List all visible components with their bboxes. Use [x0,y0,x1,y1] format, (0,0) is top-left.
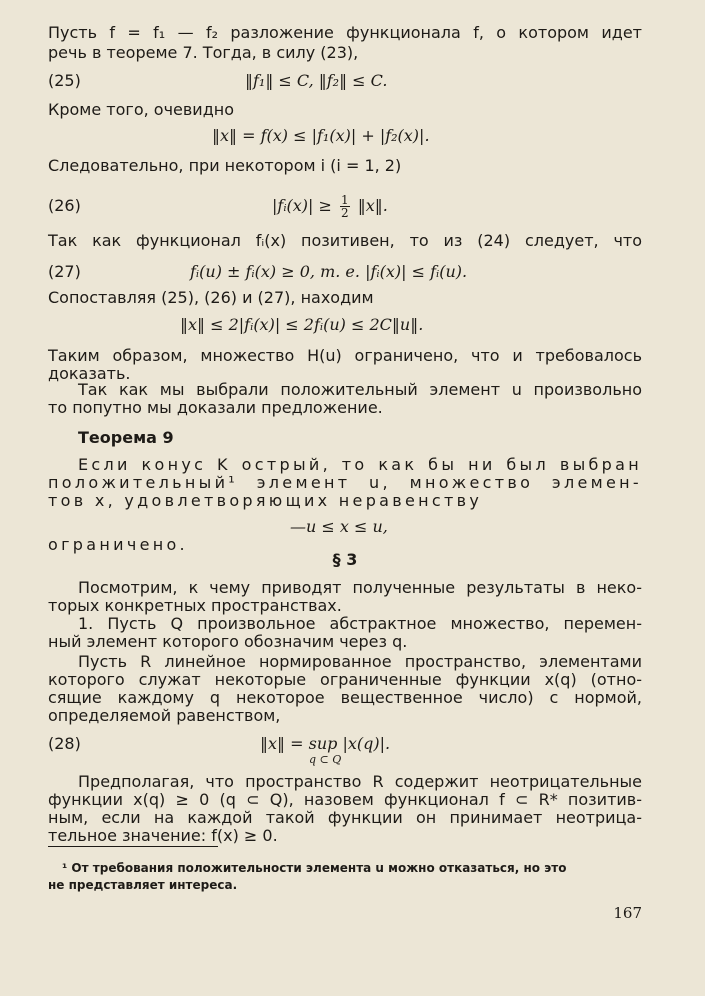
text-line: ный элемент которого обозначим через q. [48,632,408,651]
text-line: сящие каждому q некоторое вещественное число) с нормой, [48,688,642,707]
page-number: 167 [613,904,642,922]
equation-number: (27) [48,262,81,281]
theorem-text-line: тов x, удовлетворяющих неравенству [48,491,483,510]
text-line: функции x(q) ≥ 0 (q ⊂ Q), назовем функционал f ⊂ R* позитив- [48,790,642,809]
text-line: Предполагая, что пространство R содержит неотрицательные [78,772,642,791]
fraction-numerator: 1 [341,193,349,207]
equation-26 [272,190,388,222]
theorem-text-line: положительный¹ элемент u, множество элемен- [48,473,642,492]
footnote-line: ¹ От требования положительности элемента u можно отказаться, но это [62,861,567,875]
equation-number: (25) [48,71,81,90]
equation-norm: ‖x‖ = f(x) ≤ |f₁(x)| + |f₂(x)|. [212,126,430,145]
theorem-text-line: Если конус K острый, то как бы ни был выбран [78,455,642,474]
text-line: доказать. [48,364,131,383]
equation-27: fᵢ(u) ± fᵢ(x) ≥ 0, т. е. |fᵢ(x)| ≤ fᵢ(u). [190,262,468,281]
equation-number: (26) [48,196,81,215]
text-line: тельное значение: f(x) ≥ 0. [48,826,278,845]
text-line: Так как мы выбрали положительный элемент u произвольно [78,380,642,399]
equation-25: ‖f₁‖ ≤ C, ‖f₂‖ ≤ C. [245,71,388,90]
equation-chain: ‖x‖ ≤ 2|fᵢ(x)| ≤ 2fᵢ(u) ≤ 2C‖u‖. [180,315,424,334]
fraction [340,194,350,219]
theorem-inequality: —u ≤ x ≤ u, [290,517,388,536]
footnote-divider [48,846,218,847]
text-line: ным, если на каждой такой функции он принимает неотрица- [48,808,642,827]
text-line: Кроме того, очевидно [48,100,235,119]
text-line: Пусть f = f₁ — f₂ разложение функционала f, о котором идет [48,23,642,42]
fraction-denominator: 2 [341,206,349,220]
equation-26-right: ‖x‖. [357,196,388,215]
text-line: то попутно мы доказали предложение. [48,398,383,417]
text-line: 1. Пусть Q произвольное абстрактное множество, перемен- [78,614,642,633]
footnote-line: не представляет интереса. [48,878,238,892]
text-line: Посмотрим, к чему приводят полученные результаты в неко- [78,578,642,597]
text-line: речь в теореме 7. Тогда, в силу (23), [48,43,359,62]
text-line: Пусть R линейное нормированное пространство, элементами [78,652,642,671]
text-line: Следовательно, при некотором i (i = 1, 2) [48,156,402,175]
equation-28: ‖x‖ = sup |x(q)|. [260,734,391,753]
equation-26-left: |fᵢ(x)| ≥ [272,196,332,215]
text-line: которого служат некоторые ограниченные функции x(q) (отно- [48,670,642,689]
theorem-heading: Теорема 9 [78,428,174,447]
equation-28-subscript: q ⊂ Q [309,753,342,766]
theorem-text-line: ограничено. [48,535,188,554]
text-line: торых конкретных пространствах. [48,596,342,615]
text-line: Таким образом, множество H(u) ограничено, что и требовалось [48,346,642,365]
section-heading: § 3 [332,550,358,569]
text-line: Сопоставляя (25), (26) и (27), находим [48,288,374,307]
text-line: определяемой равенством, [48,706,281,725]
text-line: Так как функционал fᵢ(x) позитивен, то из (24) следует, что [48,231,642,250]
equation-number: (28) [48,734,81,753]
